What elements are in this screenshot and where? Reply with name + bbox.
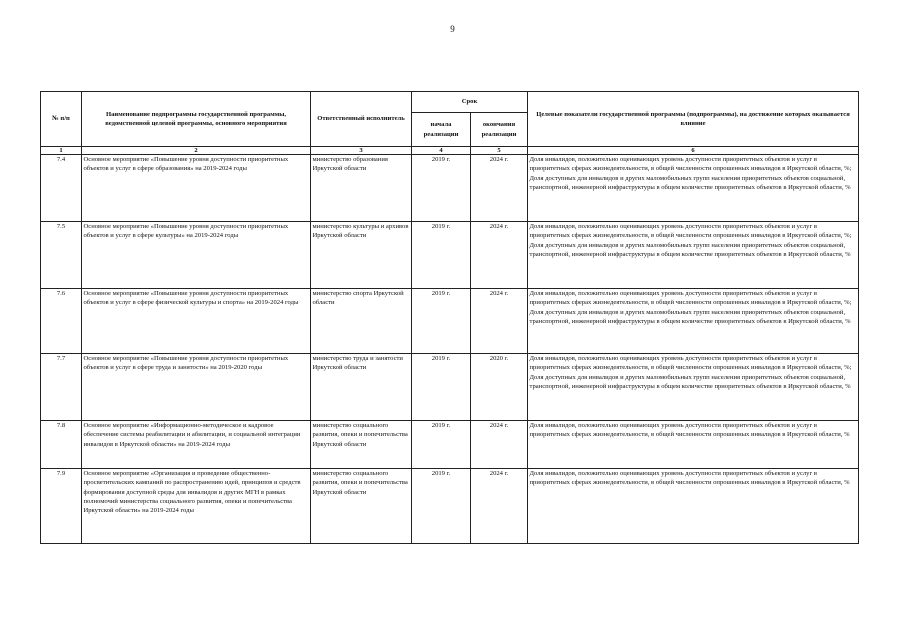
row-targets-cell <box>528 421 859 469</box>
header-targets: Целевые показатели государственной программы (подпрограммы), на достижение которых оказывается влияние <box>528 92 859 147</box>
target-indicator: Доля доступных для инвалидов и других маломобильных групп населения приоритетных объектов социальной, транспортной, инженерной инфраструктуры в общем количестве приоритетных объектов в Иркутской области, % <box>529 308 851 326</box>
row-executor-cell: министерство образования Иркутской области <box>311 155 412 222</box>
row-name-cell: Основное мероприятие «Повышение уровня доступности приоритетных объектов и услуг в сфере культуры» на 2019-2024 годы <box>82 222 311 289</box>
row-name-cell: Основное мероприятие «Повышение уровня доступности приоритетных объектов и услуг в сфере труда и занятости» на 2019-2020 годы <box>82 354 311 421</box>
table-row <box>41 222 859 289</box>
row-executor-cell: министерство социального развития, опеки и попечительства Иркутской области <box>311 421 412 469</box>
row-targets-cell <box>528 289 859 354</box>
table-row <box>41 289 859 354</box>
header-end: окончания реализации <box>471 113 528 147</box>
row-executor-cell: министерство культуры и архивов Иркутской области <box>311 222 412 289</box>
row-start-cell: 2019 г. <box>412 354 471 421</box>
column-number: 1 <box>41 147 82 155</box>
row-start-cell: 2019 г. <box>412 421 471 469</box>
row-num-cell: 7.9 <box>41 469 82 544</box>
column-number-row <box>41 147 859 155</box>
row-start-cell: 2019 г. <box>412 289 471 354</box>
target-indicator: Доля доступных для инвалидов и других маломобильных групп населения приоритетных объектов социальной, транспортной, инженерной инфраструктуры в общем количестве приоритетных объектов в Иркутской области, % <box>529 174 851 192</box>
column-number: 6 <box>528 147 859 155</box>
row-num-cell: 7.5 <box>41 222 82 289</box>
table-row <box>41 155 859 222</box>
row-start-cell: 2019 г. <box>412 155 471 222</box>
header-start: начала реализации <box>412 113 471 147</box>
row-name-cell: Основное мероприятие «Повышение уровня доступности приоритетных объектов и услуг в сфере физической культуры и спорта» на 2019-2024 годы <box>82 289 311 354</box>
header-executor: Ответственный исполнитель <box>311 92 412 147</box>
column-number: 5 <box>471 147 528 155</box>
target-indicator: Доля инвалидов, положительно оценивающих уровень доступности приоритетных объектов и услуг в приоритетных сферах жизнедеятельности, в общей численности опрошенных инвалидов в Иркутской области, % <box>529 470 850 487</box>
row-end-cell: 2024 г. <box>471 469 528 544</box>
header-num: № п/п <box>41 92 82 147</box>
header-term: Срок <box>412 92 528 113</box>
row-targets-cell <box>528 469 859 544</box>
target-indicator: Доля инвалидов, положительно оценивающих уровень доступности приоритетных объектов и услуг в приоритетных сферах жизнедеятельности, в общей численности опрошенных инвалидов в Иркутской области, %; <box>529 223 852 240</box>
target-indicator: Доля инвалидов, положительно оценивающих уровень доступности приоритетных объектов и услуг в приоритетных сферах жизнедеятельности, в общей численности опрошенных инвалидов в Иркутской области, %; <box>529 290 852 307</box>
row-num-cell: 7.6 <box>41 289 82 354</box>
row-executor-cell: министерство труда и занятости Иркутской области <box>311 354 412 421</box>
header-name: Наименование подпрограммы государственной программы, ведомственной целевой программы, основного мероприятия <box>82 92 311 147</box>
page-number: 9 <box>450 24 455 34</box>
table-row <box>41 354 859 421</box>
target-indicator: Доля доступных для инвалидов и других маломобильных групп населения приоритетных объектов социальной, транспортной, инженерной инфраструктуры в общем количестве приоритетных объектов в Иркутской области, % <box>529 241 851 259</box>
row-targets-cell <box>528 354 859 421</box>
target-indicator: Доля инвалидов, положительно оценивающих уровень доступности приоритетных объектов и услуг в приоритетных сферах жизнедеятельности, в общей численности опрошенных инвалидов в Иркутской области, %; <box>529 355 852 372</box>
column-number: 3 <box>311 147 412 155</box>
program-table <box>40 91 859 544</box>
row-num-cell: 7.7 <box>41 354 82 421</box>
row-end-cell: 2024 г. <box>471 155 528 222</box>
table-row <box>41 421 859 469</box>
row-end-cell: 2024 г. <box>471 222 528 289</box>
row-name-cell: Основное мероприятие «Организация и проведение общественно-просветительских кампаний по распространению идей, принципов и средств формирования доступной среды для инвалидов и других МГН в рамках полномочий министерства социального развития, опеки и попечительства Иркутской области» на 2019-2024 годы <box>82 469 311 544</box>
row-executor-cell: министерство спорта Иркутской области <box>311 289 412 354</box>
column-number: 4 <box>412 147 471 155</box>
target-indicator: Доля инвалидов, положительно оценивающих уровень доступности приоритетных объектов и услуг в приоритетных сферах жизнедеятельности, в общей численности опрошенных инвалидов в Иркутской области, % <box>529 422 850 439</box>
column-number: 2 <box>82 147 311 155</box>
row-targets-cell <box>528 155 859 222</box>
row-targets-cell <box>528 222 859 289</box>
row-executor-cell: министерство социального развития, опеки и попечительства Иркутской области <box>311 469 412 544</box>
row-start-cell: 2019 г. <box>412 469 471 544</box>
row-end-cell: 2020 г. <box>471 354 528 421</box>
target-indicator: Доля доступных для инвалидов и других маломобильных групп населения приоритетных объектов социальной, транспортной, инженерной инфраструктуры в общем количестве приоритетных объектов в Иркутской области, % <box>529 373 851 391</box>
row-name-cell: Основное мероприятие «Повышение уровня доступности приоритетных объектов и услуг в сфере образования» на 2019-2024 годы <box>82 155 311 222</box>
target-indicator: Доля инвалидов, положительно оценивающих уровень доступности приоритетных объектов и услуг в приоритетных сферах жизнедеятельности, в общей численности опрошенных инвалидов в Иркутской области, %; <box>529 156 852 173</box>
row-end-cell: 2024 г. <box>471 421 528 469</box>
row-start-cell: 2019 г. <box>412 222 471 289</box>
row-num-cell: 7.8 <box>41 421 82 469</box>
row-end-cell: 2024 г. <box>471 289 528 354</box>
table-row <box>41 469 859 544</box>
row-name-cell: Основное мероприятие «Информационно-методическое и кадровое обеспечение системы реабилитации и абилитации, и социальной интеграции инвалидов в Иркутской области» на 2019-2024 годы <box>82 421 311 469</box>
row-num-cell: 7.4 <box>41 155 82 222</box>
